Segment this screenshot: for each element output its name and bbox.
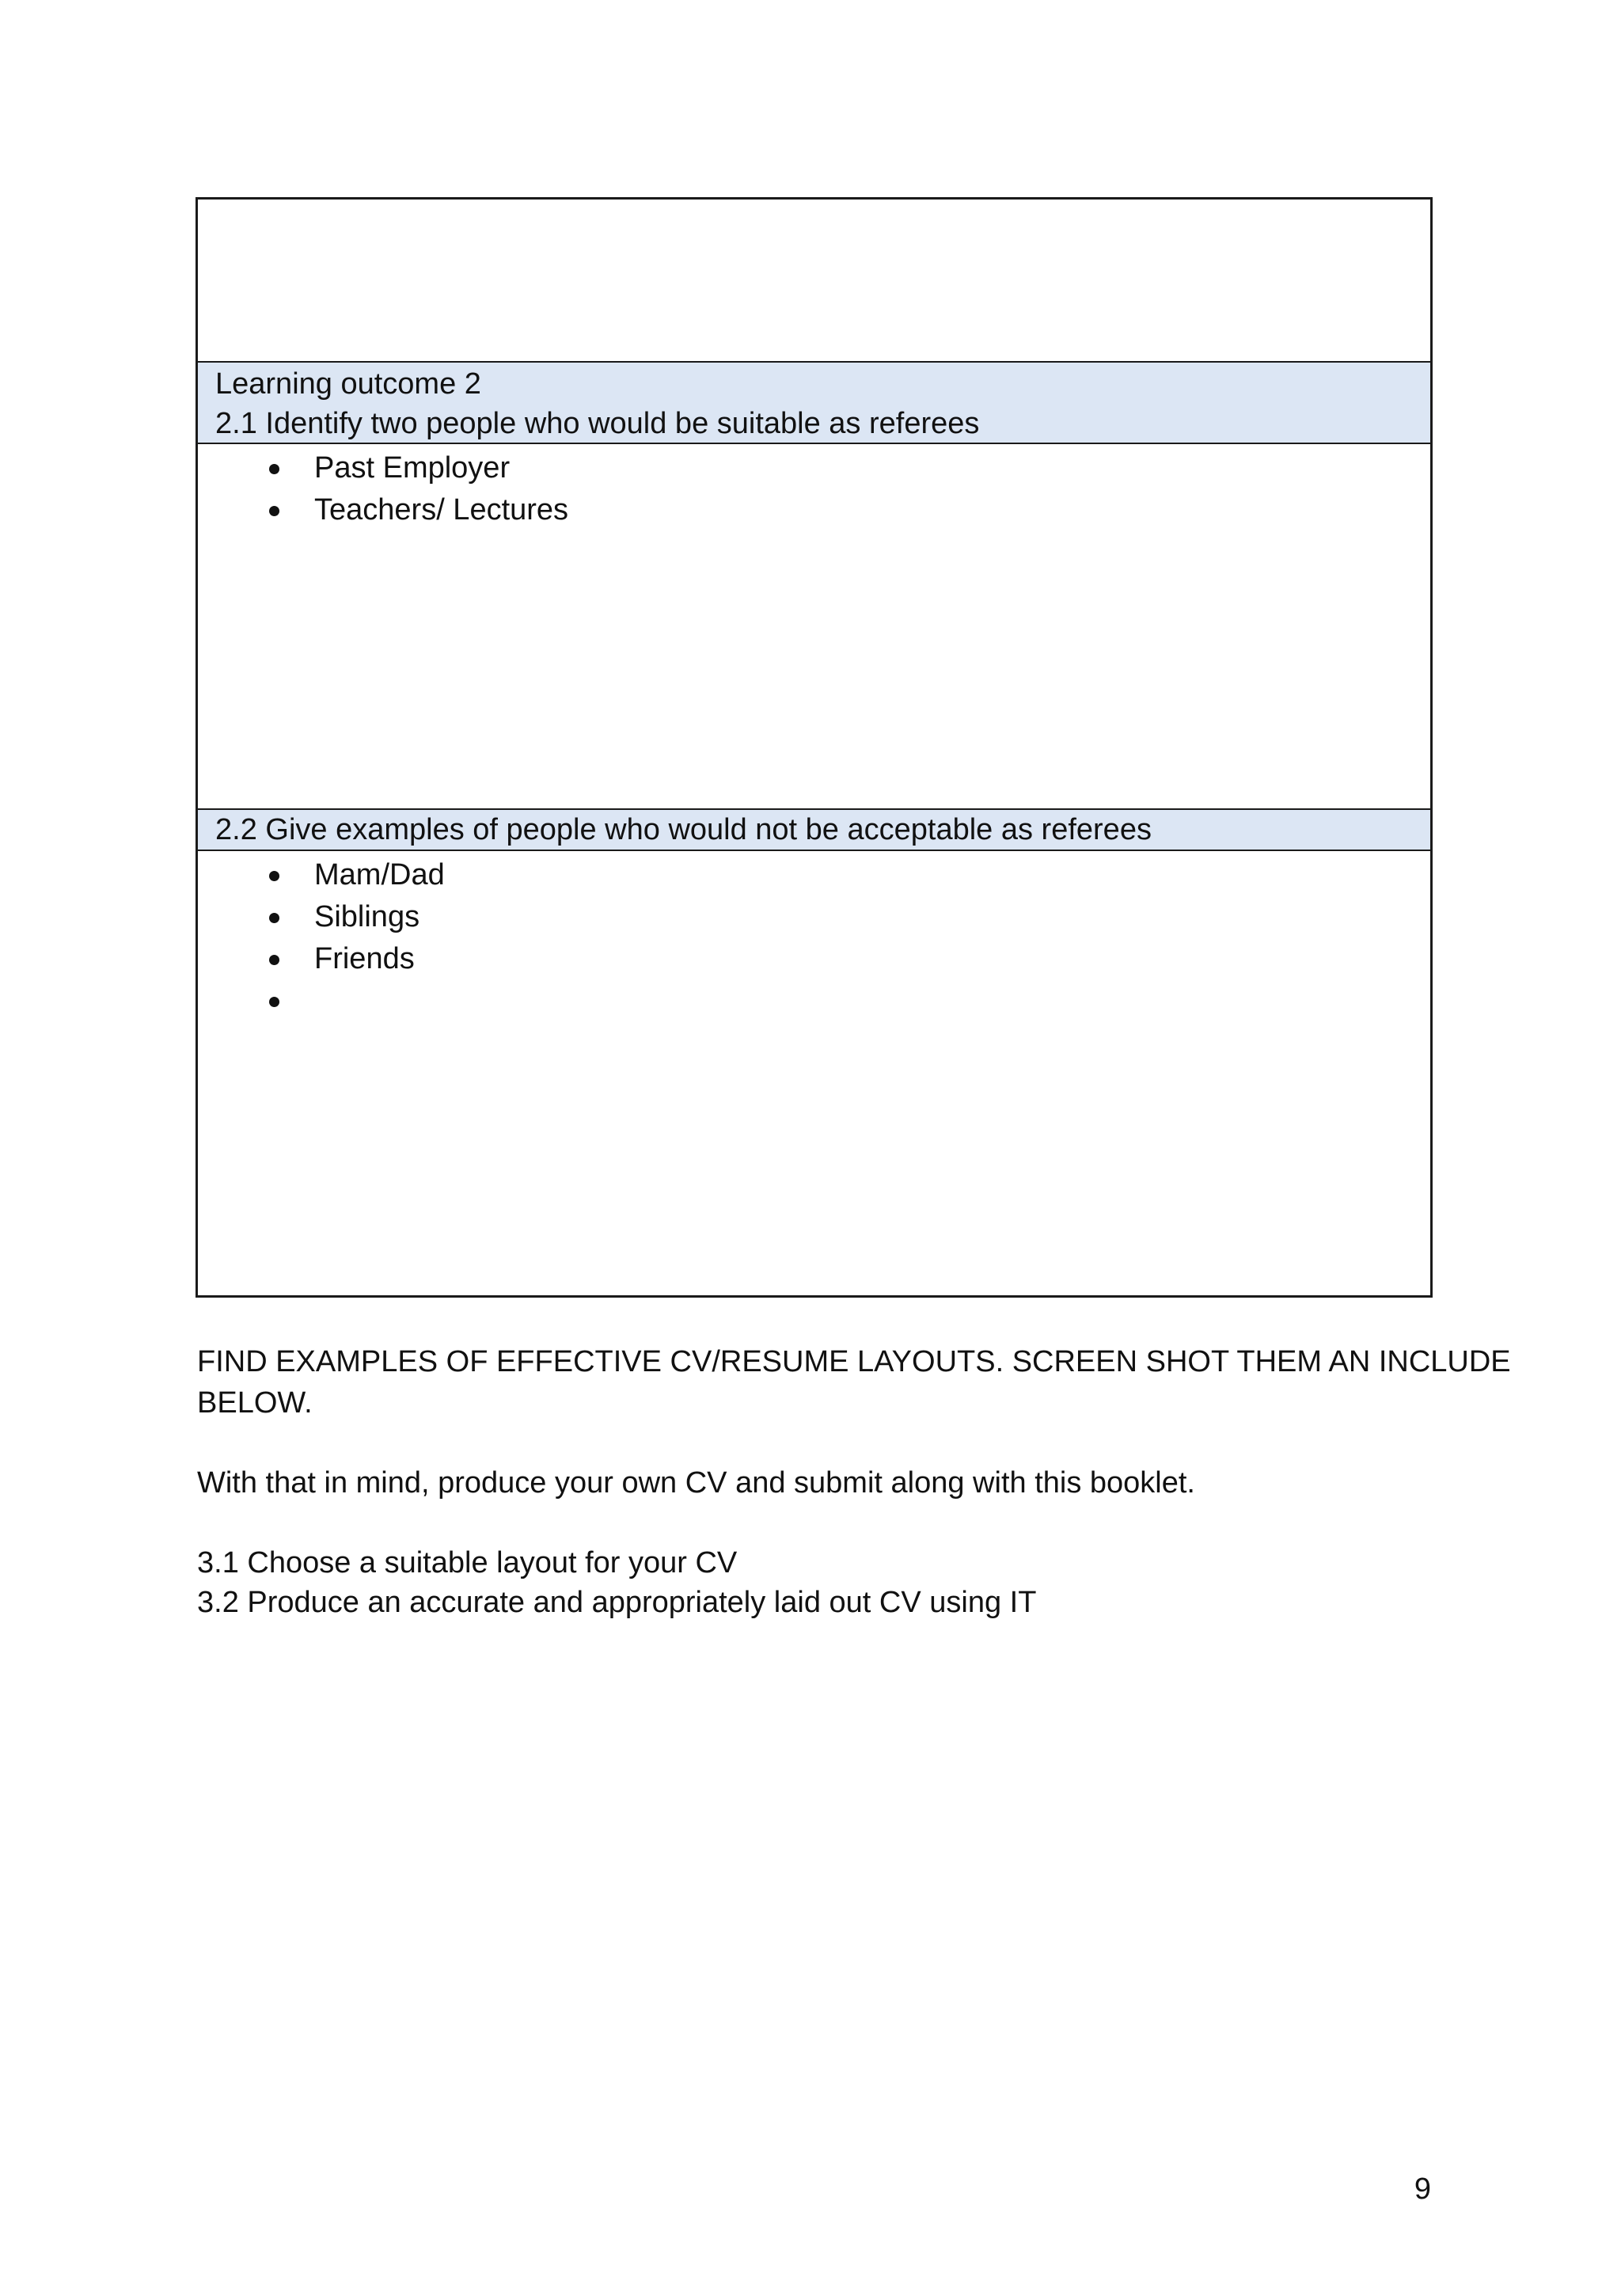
learning-outcome-table bbox=[196, 197, 1433, 1298]
bullet-icon bbox=[269, 997, 279, 1007]
instruction-line-2: BELOW. bbox=[197, 1386, 313, 1420]
bullet-icon bbox=[269, 955, 279, 965]
bullet-icon bbox=[269, 871, 279, 881]
bullet-icon bbox=[269, 464, 279, 474]
question-2-1: 2.1 Identify two people who would be suitable as referees bbox=[215, 407, 980, 440]
instruction-line-1: FIND EXAMPLES OF EFFECTIVE CV/RESUME LAYOUTS. SCREEN SHOT THEM AN INCLUDE bbox=[197, 1345, 1511, 1378]
list-item-text: Teachers/ Lectures bbox=[314, 493, 569, 526]
task-3-2: 3.2 Produce an accurate and appropriately laid out CV using IT bbox=[197, 1586, 1037, 1619]
table-answer-row-2-1 bbox=[198, 444, 1430, 810]
table-header-row-2-1 bbox=[198, 363, 1430, 444]
list-item-text: Friends bbox=[314, 942, 415, 975]
list-item-text: Mam/Dad bbox=[314, 858, 445, 891]
list-item-text: Past Employer bbox=[314, 451, 511, 485]
learning-outcome-title: Learning outcome 2 bbox=[215, 367, 481, 401]
bullet-icon bbox=[269, 506, 279, 516]
task-3-1: 3.1 Choose a suitable layout for your CV bbox=[197, 1546, 738, 1579]
table-header-row-2-2 bbox=[198, 810, 1430, 851]
list-item-text: Siblings bbox=[314, 900, 420, 933]
bullet-icon bbox=[269, 913, 279, 923]
instruction-line-3: With that in mind, produce your own CV and submit along with this booklet. bbox=[197, 1466, 1195, 1500]
page-number: 9 bbox=[1414, 2172, 1431, 2206]
table-answer-row-2-2 bbox=[198, 851, 1430, 1295]
question-2-2: 2.2 Give examples of people who would not be acceptable as referees bbox=[215, 813, 1152, 846]
table-empty-row bbox=[198, 200, 1430, 363]
